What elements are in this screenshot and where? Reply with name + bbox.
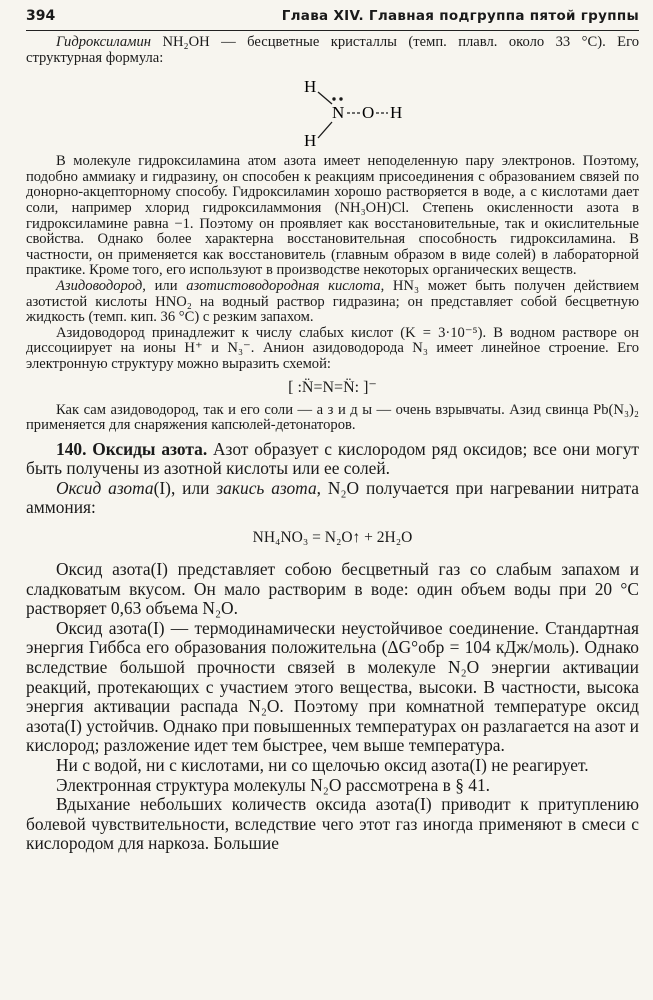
n2o-term-2: закись азота xyxy=(216,477,317,498)
running-title: Глава XIV. Главная подгруппа пятой группы xyxy=(281,8,639,24)
hydroxylamine-intro-text: NH₂OH — бесцветные кристаллы (темп. плавл. около 33 °С). Его структурная формула: xyxy=(26,34,639,66)
n2o-term-1: Оксид азота xyxy=(56,477,154,498)
atom-o: O xyxy=(362,103,375,123)
n2o-reactivity-paragraph: Ни с водой, ни с кислотами, ни со щелочью оксид азота(I) не реагирует. xyxy=(56,755,589,775)
atom-h-top: H xyxy=(304,77,317,97)
n2o-thermodynamics-paragraph: Оксид азота(I) — термодинамически неустойчивое соединение. Стандартная энергия Гиббса его образования положительна (ΔG°обр = 104 кДж/моль). Однако вследствие большой прочности связей в молекуле N₂O энергии активации реакций, протекающих с участием этого вещества, высоки. В частности, высока энергия активации распада N₂O. Поэтому при комнатной температуре оксид азота(I) устойчив. Однако при повышенных температурах он разлагается на азот и кислород; разложение идет тем быстрее, чем выше температура. xyxy=(26,617,639,756)
lone-pair-dot xyxy=(339,97,342,100)
lone-pair-dot xyxy=(332,97,335,100)
atom-n: N xyxy=(332,103,345,123)
page-number: 394 xyxy=(26,8,56,24)
bond-h-n-bottom xyxy=(318,122,332,138)
atom-h-bottom: H xyxy=(304,131,317,151)
hydrazoic-acid-intro xyxy=(26,279,639,326)
n2o-structure-reference: Электронная структура молекулы N₂O рассмотрена в § 41. xyxy=(56,774,490,795)
reaction-equation: NH₄NO₃ = N₂O↑ + 2H₂O xyxy=(252,529,413,547)
n2o-intro-text: , N₂O получается при нагревании нитрата аммония: xyxy=(26,477,639,518)
hydroxylamine-structure xyxy=(26,70,639,152)
page-header xyxy=(26,0,639,31)
hydroxylamine-intro xyxy=(26,35,639,66)
section-heading: 140. Оксиды азота. xyxy=(56,438,208,459)
n2o-connector: , или xyxy=(170,477,217,498)
hydrazoic-term-1: Азидоводород xyxy=(56,277,143,294)
hydroxylamine-paragraph: В молекуле гидроксиламина атом азота имеет неподеленную пару электронов. Поэтому, подобно аммиаку и гидразину, он способен к реакциям присоединения с образованием связей по донорно-акцепторному способу. Гидроксиламин хорошо растворяется в воде, а с кислотами дает соли, например хлорид гидроксиламмония (NH₃OH)Cl. Степень окисленности азота в гидроксиламине равна −1. Поэтому он проявляет как восстановительные, так и окислительные свойства. Однако более характерна восстановительная способность гидроксиламина. В частности, он применяется как восстановитель (главным образом в виде солей) в лабораторной практике. Кроме того, его используют в производстве некоторых органических веществ. xyxy=(26,153,639,279)
hydrazoic-term-2: азотистоводородная кислота xyxy=(186,277,381,294)
section-intro xyxy=(26,440,639,479)
hydroxylamine-term: Гидроксиламин xyxy=(56,34,152,50)
n2o-intro xyxy=(26,479,639,518)
bond-h-n-top xyxy=(318,92,332,104)
azide-structure-formula: [ :N̈=N=N̈: ]⁻ xyxy=(288,378,377,396)
hydrazoic-acid-paragraph: Азидоводород принадлежит к числу слабых кислот (K = 3·10⁻⁵). В водном растворе он диссоциирует на ионы H⁺ и N₃⁻. Анион азидоводорода N₃ имеет линейное строение. Его электронную структуру можно выразить схемой: xyxy=(26,324,639,372)
azides-paragraph: Как сам азидоводород, так и его соли — а з и д ы — очень взрывчаты. Азид свинца Pb(N₃)₂ применяется для снаряжения капсюлей-детонаторов. xyxy=(26,401,639,434)
section-intro-text: Азот образует с кислородом ряд оксидов; все они могут быть получены из азотной кислоты или ее солей. xyxy=(26,438,639,479)
hydrazoic-connector: , или xyxy=(142,277,187,294)
hydrazoic-intro-text: , HN₃ может быть получен действием азотистой кислоты HNO₂ на водный раствор гидразина; он представляет собой бесцветную жидкость (темп. кип. 36 °С) с резким запахом. xyxy=(26,277,639,326)
atom-h-right: H xyxy=(390,103,403,123)
hydroxylamine-structure-diagram xyxy=(276,70,416,152)
n2o-anesthesia-paragraph: Вдыхание небольших количеств оксида азота(I) приводит к притуплению болевой чувствительности, вследствие чего этот газ иногда применяют в смеси с кислородом для наркоза. Большие xyxy=(26,794,639,854)
n2o-properties-paragraph: Оксид азота(I) представляет собою бесцветный газ со слабым запахом и сладковатым вкусом. Он мало растворим в воде: один объем воды при 20 °С растворяет 0,63 объема N₂O. xyxy=(26,559,639,619)
n2o-roman: (I) xyxy=(153,477,171,498)
